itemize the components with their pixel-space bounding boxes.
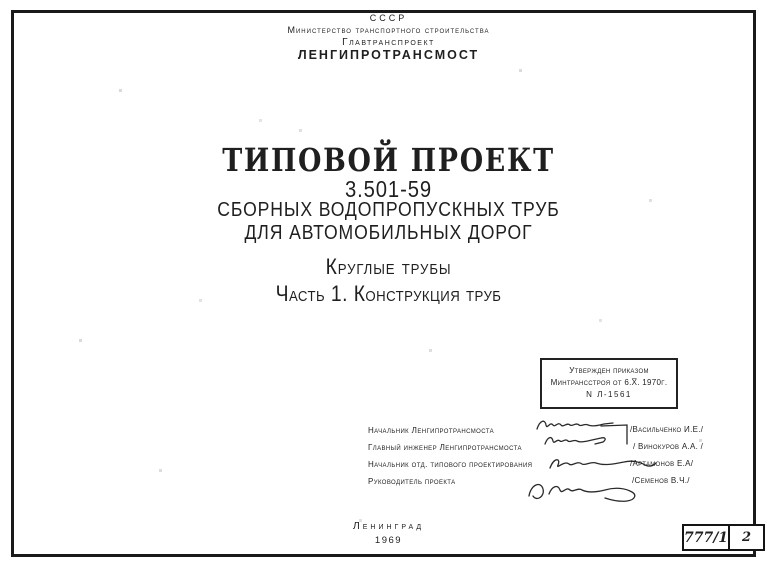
subtitle-round-pipes: Круглые трубы — [325, 254, 452, 279]
signatory-name-vinokurov: / Винокуров А.А. / — [633, 442, 704, 451]
header-glavk: Главтранспроект — [342, 37, 435, 48]
stamp-line-approved: Утвержден приказом — [569, 366, 649, 375]
signatory-title-chief-engineer: Главный инженер Ленгипротрансмоста — [368, 443, 522, 452]
header-ministry: Министерство транспортного строительства — [287, 25, 490, 35]
project-number: 3.501-59 — [345, 176, 432, 202]
footer-year: 1969 — [374, 535, 403, 546]
signature-scribble-4 — [529, 485, 635, 502]
header-country: СССР — [369, 13, 408, 23]
signature-scribble-2 — [545, 438, 605, 444]
signatory-title-chief: Начальник Ленгипротрансмоста — [368, 426, 495, 435]
sheet-number-box — [682, 524, 765, 551]
signatory-title-dept-head: Начальник отд. типового проектирования — [368, 460, 533, 469]
title-line-pipes: СБОРНЫХ ВОДОПРОПУСКНЫХ ТРУБ — [217, 199, 560, 221]
approval-stamp — [540, 358, 678, 409]
signature-scribble-1 — [537, 421, 627, 444]
sheet-number: 777/1 — [684, 526, 730, 549]
document-title: ТИПОВОЙ ПРОЕКТ — [222, 141, 555, 179]
signatory-title-project-lead: Руководитель проекта — [368, 477, 456, 486]
page-number: 2 — [741, 530, 752, 545]
signatory-name-semenov: /Семенов В.Ч./ — [632, 476, 690, 485]
header-organization: ЛЕНГИПРОТРАНСМОСТ — [297, 48, 480, 62]
subtitle-part-one: Часть 1. Конструкция труб — [275, 281, 502, 306]
stamp-line-order-date: Минтрансстроя от 6.X̅. 1970г. — [550, 378, 668, 387]
signatory-name-vasilchenko: /Васильченко И.Е./ — [630, 425, 704, 434]
stamp-order-number: N Л-1561 — [586, 390, 632, 399]
scan-noise — [0, 0, 1, 1]
footer-city: Ленинград — [352, 520, 425, 532]
signatory-name-artamonov: /Артамонов Е.А/ — [630, 459, 694, 468]
title-line-roads: ДЛЯ АВТОМОБИЛЬНЫХ ДОРОГ — [244, 222, 533, 244]
